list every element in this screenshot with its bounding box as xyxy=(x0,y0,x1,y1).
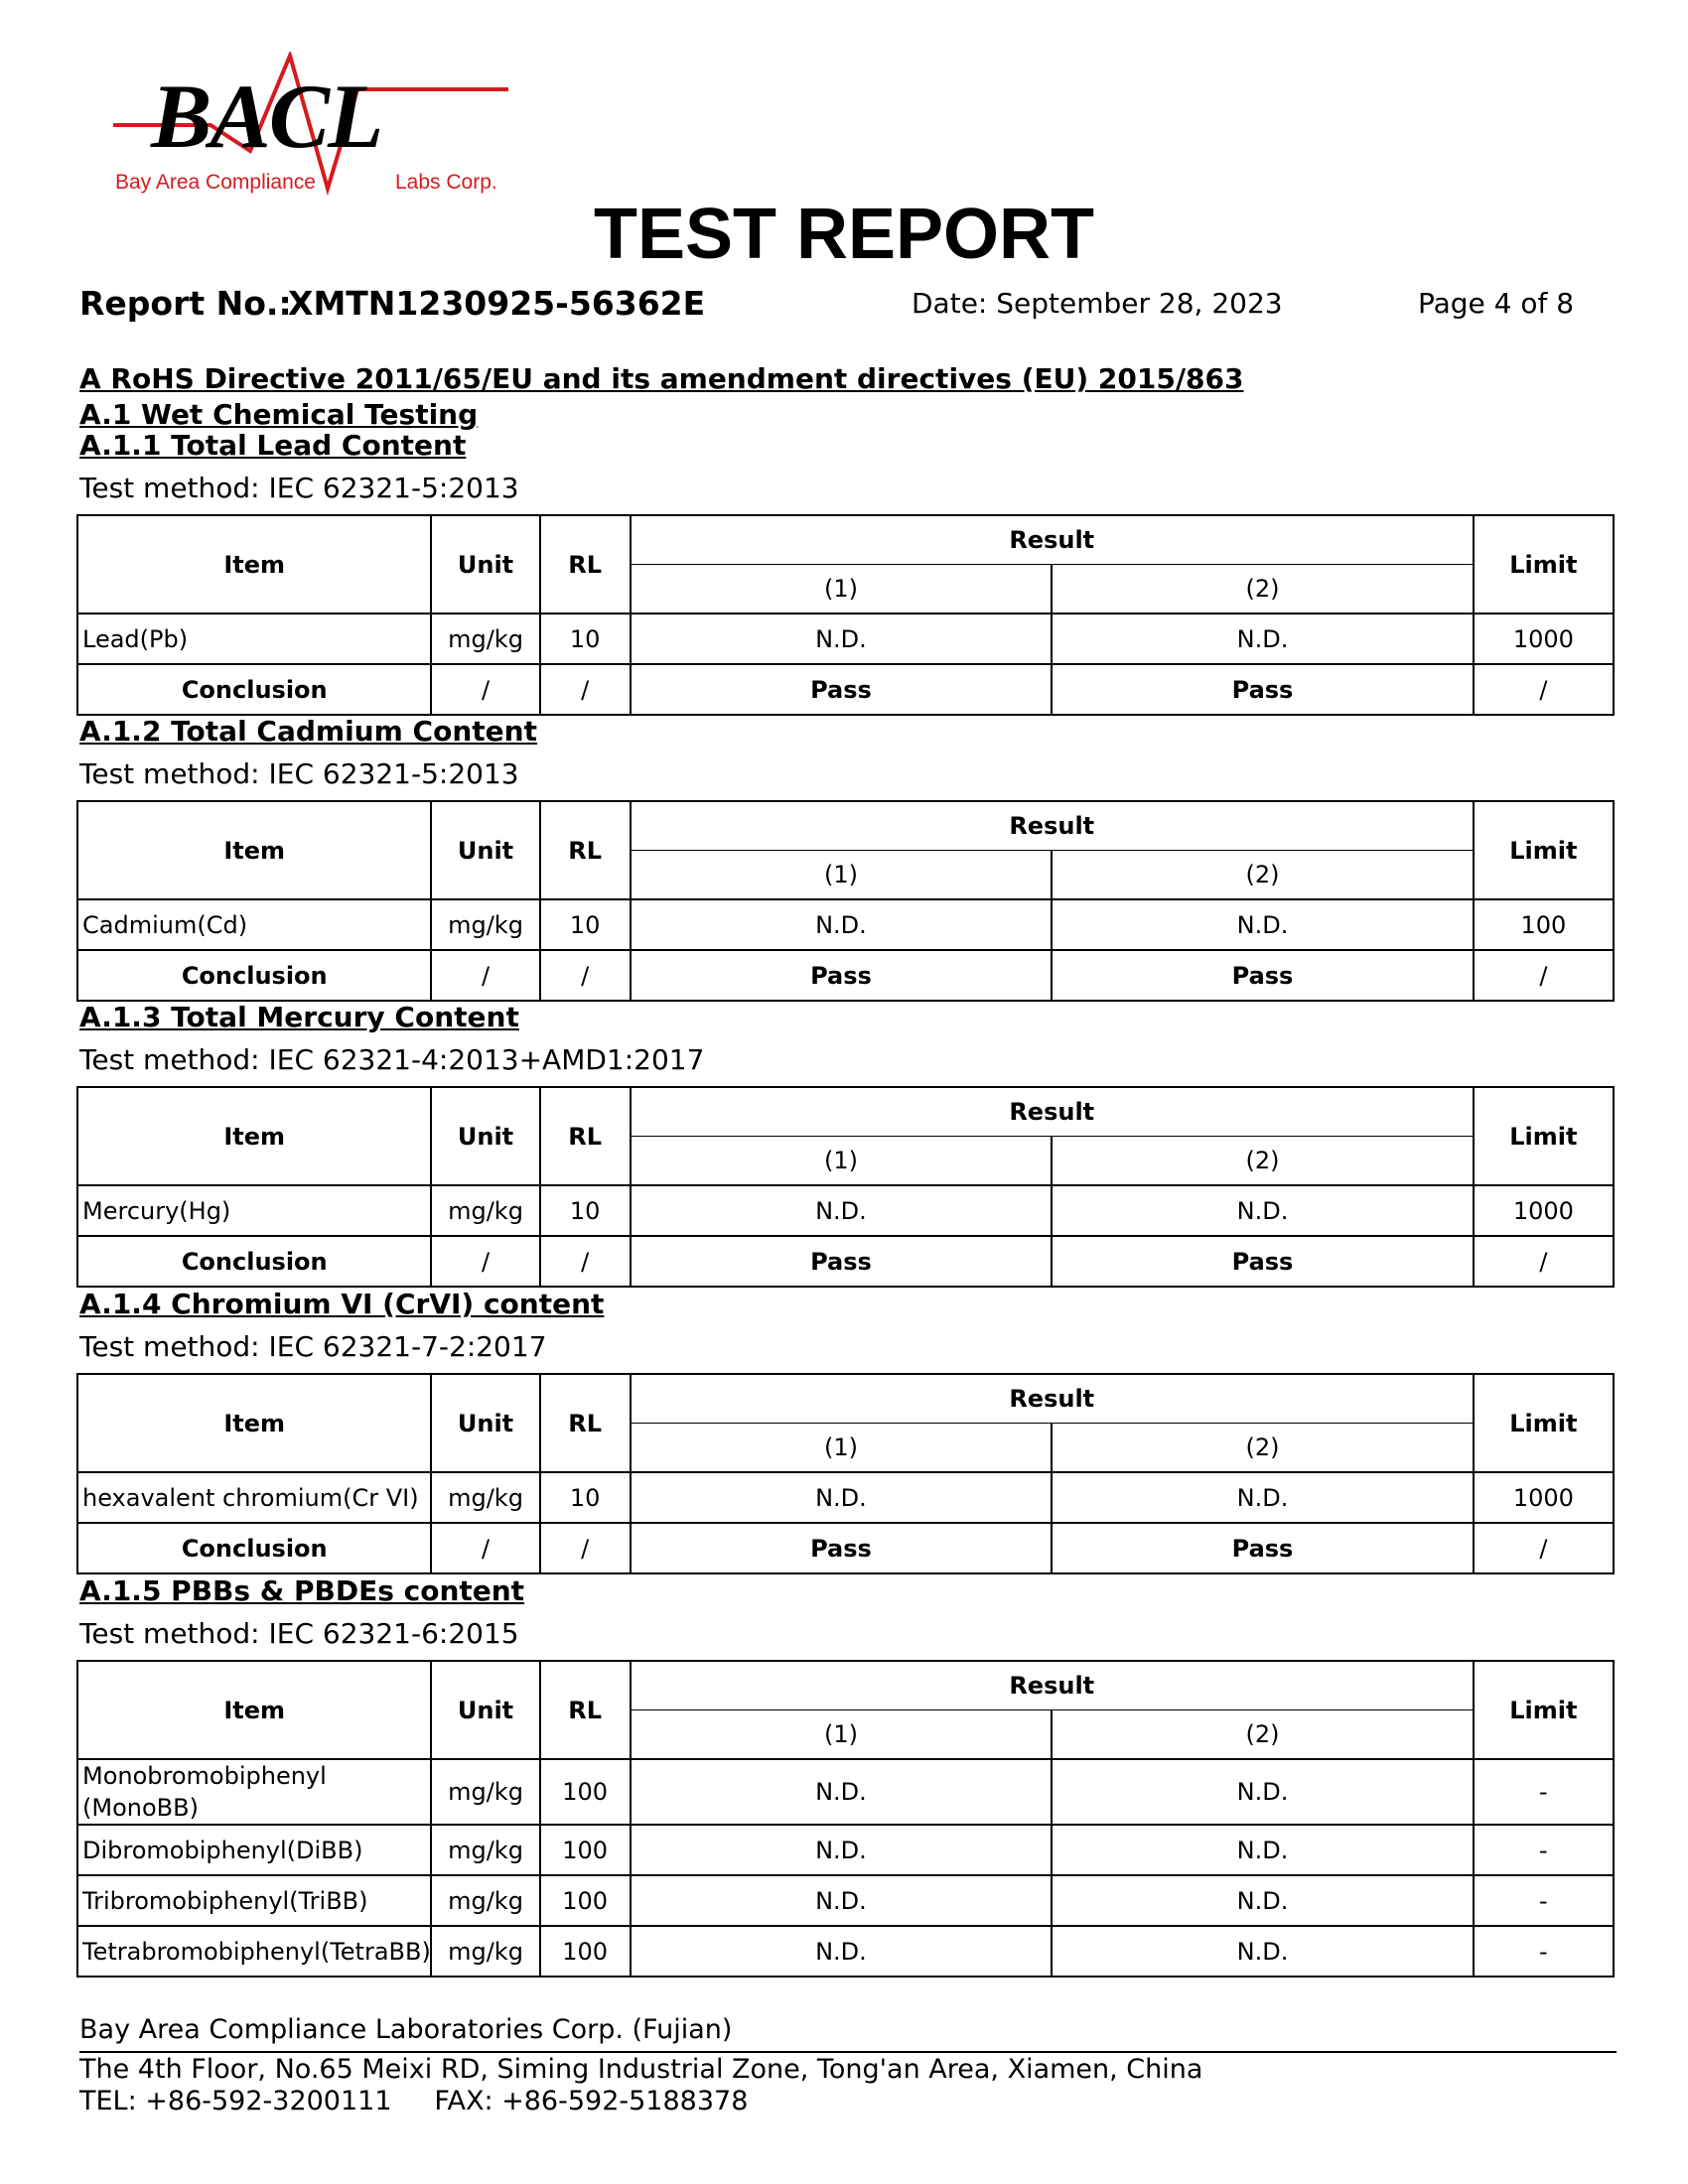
column-header-item: Item xyxy=(77,1374,431,1472)
subsection-heading: A.1.1 Total Lead Content xyxy=(79,429,467,462)
column-header-sample-1: (1) xyxy=(631,565,1053,614)
cell-result-2: N.D. xyxy=(1052,1825,1474,1875)
cell-limit: 1000 xyxy=(1474,1472,1614,1523)
footer-company: Bay Area Compliance Laboratories Corp. (Fujian) xyxy=(79,2014,733,2045)
cell-item: Monobromobiphenyl (MonoBB) xyxy=(77,1759,431,1825)
table-row xyxy=(77,614,1614,664)
cell-limit: 100 xyxy=(1474,899,1614,950)
cell-conclusion-unit: / xyxy=(431,1523,539,1573)
column-header-unit: Unit xyxy=(431,515,539,614)
conclusion-row xyxy=(77,950,1614,1001)
table-header-row xyxy=(77,801,1614,851)
bacl-logo xyxy=(111,52,518,210)
section-heading-wet-chemical: A.1 Wet Chemical Testing xyxy=(79,398,479,431)
cell-conclusion-result-2: Pass xyxy=(1052,664,1474,715)
cell-result-2: N.D. xyxy=(1052,1185,1474,1236)
column-header-unit: Unit xyxy=(431,1374,539,1472)
cell-unit: mg/kg xyxy=(431,1926,539,1977)
footer-address: The 4th Floor, No.65 Meixi RD, Siming Industrial Zone, Tong'an Area, Xiamen, China xyxy=(79,2054,1203,2085)
cell-rl: 10 xyxy=(540,1185,631,1236)
table-header-row xyxy=(77,1374,1614,1424)
table-row xyxy=(77,1185,1614,1236)
cell-conclusion-rl: / xyxy=(540,1236,631,1287)
cell-item: Cadmium(Cd) xyxy=(77,899,431,950)
page-title: TEST REPORT xyxy=(593,195,1095,274)
cell-result-2: N.D. xyxy=(1052,1875,1474,1926)
column-header-sample-1: (1) xyxy=(631,851,1053,900)
column-header-limit: Limit xyxy=(1474,801,1614,899)
column-header-rl: RL xyxy=(540,801,631,899)
conclusion-row xyxy=(77,1236,1614,1287)
cell-result-2: N.D. xyxy=(1052,1759,1474,1825)
cell-item: hexavalent chromium(Cr VI) xyxy=(77,1472,431,1523)
results-table xyxy=(76,1086,1615,1288)
subsection-heading: A.1.3 Total Mercury Content xyxy=(79,1001,519,1033)
table-row xyxy=(77,1472,1614,1523)
cell-conclusion-limit: / xyxy=(1474,950,1614,1001)
column-header-limit: Limit xyxy=(1474,1374,1614,1472)
cell-conclusion-result-2: Pass xyxy=(1052,1523,1474,1573)
cell-unit: mg/kg xyxy=(431,1875,539,1926)
cell-conclusion-rl: / xyxy=(540,950,631,1001)
table-row xyxy=(77,1926,1614,1977)
report-date: Date: September 28, 2023 xyxy=(912,287,1283,320)
cell-result-1: N.D. xyxy=(631,1825,1053,1875)
subsection-heading: A.1.2 Total Cadmium Content xyxy=(79,715,537,748)
footer-contact: TEL: +86-592-3200111 FAX: +86-592-5188378 xyxy=(79,2086,749,2116)
column-header-result: Result xyxy=(631,515,1474,565)
cell-conclusion-label: Conclusion xyxy=(77,950,431,1001)
test-method: Test method: IEC 62321-5:2013 xyxy=(79,472,519,504)
column-header-rl: RL xyxy=(540,515,631,614)
column-header-unit: Unit xyxy=(431,1087,539,1185)
cell-conclusion-result-1: Pass xyxy=(631,1236,1053,1287)
cell-limit: - xyxy=(1474,1825,1614,1875)
cell-result-1: N.D. xyxy=(631,1926,1053,1977)
cell-rl: 100 xyxy=(540,1926,631,1977)
cell-item: Tetrabromobiphenyl(TetraBB) xyxy=(77,1926,431,1977)
cell-conclusion-label: Conclusion xyxy=(77,664,431,715)
test-method: Test method: IEC 62321-5:2013 xyxy=(79,757,519,790)
cell-conclusion-result-1: Pass xyxy=(631,950,1053,1001)
column-header-sample-1: (1) xyxy=(631,1710,1053,1760)
cell-rl: 10 xyxy=(540,1472,631,1523)
page-number: Page 4 of 8 xyxy=(1418,287,1575,320)
cell-conclusion-unit: / xyxy=(431,1236,539,1287)
column-header-sample-2: (2) xyxy=(1052,1710,1474,1760)
cell-result-2: N.D. xyxy=(1052,1472,1474,1523)
table-row xyxy=(77,1875,1614,1926)
cell-unit: mg/kg xyxy=(431,1472,539,1523)
cell-conclusion-unit: / xyxy=(431,950,539,1001)
cell-limit: 1000 xyxy=(1474,1185,1614,1236)
cell-result-2: N.D. xyxy=(1052,899,1474,950)
cell-item: Lead(Pb) xyxy=(77,614,431,664)
table-row xyxy=(77,1759,1614,1825)
section-heading-rohs: A RoHS Directive 2011/65/EU and its amendment directives (EU) 2015/863 xyxy=(79,362,1244,395)
cell-conclusion-result-1: Pass xyxy=(631,664,1053,715)
report-number-label: Report No.: xyxy=(79,284,292,323)
column-header-rl: RL xyxy=(540,1661,631,1759)
cell-result-1: N.D. xyxy=(631,614,1053,664)
column-header-result: Result xyxy=(631,1661,1474,1710)
cell-item: Tribromobiphenyl(TriBB) xyxy=(77,1875,431,1926)
table-header-row xyxy=(77,1087,1614,1137)
column-header-item: Item xyxy=(77,515,431,614)
cell-item: Dibromobiphenyl(DiBB) xyxy=(77,1825,431,1875)
column-header-unit: Unit xyxy=(431,801,539,899)
cell-limit: 1000 xyxy=(1474,614,1614,664)
cell-result-1: N.D. xyxy=(631,1759,1053,1825)
table-row xyxy=(77,899,1614,950)
column-header-unit: Unit xyxy=(431,1661,539,1759)
cell-rl: 100 xyxy=(540,1825,631,1875)
cell-unit: mg/kg xyxy=(431,1759,539,1825)
test-method: Test method: IEC 62321-7-2:2017 xyxy=(79,1330,547,1363)
cell-result-1: N.D. xyxy=(631,1185,1053,1236)
subsection-heading: A.1.4 Chromium VI (CrVI) content xyxy=(79,1288,605,1320)
cell-result-2: N.D. xyxy=(1052,614,1474,664)
logo-tagline-right: Labs Corp. xyxy=(395,171,497,194)
cell-rl: 10 xyxy=(540,614,631,664)
column-header-item: Item xyxy=(77,801,431,899)
results-table xyxy=(76,800,1615,1002)
cell-limit: - xyxy=(1474,1759,1614,1825)
cell-limit: - xyxy=(1474,1926,1614,1977)
cell-result-1: N.D. xyxy=(631,899,1053,950)
cell-item: Mercury(Hg) xyxy=(77,1185,431,1236)
logo-tagline-left: Bay Area Compliance xyxy=(115,171,316,194)
report-number: XMTN1230925-56362E xyxy=(288,284,706,323)
cell-result-1: N.D. xyxy=(631,1875,1053,1926)
results-table xyxy=(76,514,1615,716)
cell-conclusion-rl: / xyxy=(540,664,631,715)
table-row xyxy=(77,1825,1614,1875)
cell-result-2: N.D. xyxy=(1052,1926,1474,1977)
cell-unit: mg/kg xyxy=(431,899,539,950)
cell-conclusion-limit: / xyxy=(1474,1236,1614,1287)
cell-conclusion-label: Conclusion xyxy=(77,1236,431,1287)
cell-unit: mg/kg xyxy=(431,1185,539,1236)
table-header-row xyxy=(77,1661,1614,1710)
cell-rl: 100 xyxy=(540,1875,631,1926)
column-header-result: Result xyxy=(631,801,1474,851)
results-table xyxy=(76,1373,1615,1574)
table-header-row xyxy=(77,515,1614,565)
column-header-rl: RL xyxy=(540,1374,631,1472)
cell-conclusion-label: Conclusion xyxy=(77,1523,431,1573)
subsection-heading: A.1.5 PBBs & PBDEs content xyxy=(79,1574,525,1607)
column-header-item: Item xyxy=(77,1661,431,1759)
column-header-sample-2: (2) xyxy=(1052,1137,1474,1186)
cell-unit: mg/kg xyxy=(431,1825,539,1875)
cell-conclusion-unit: / xyxy=(431,664,539,715)
cell-conclusion-result-2: Pass xyxy=(1052,1236,1474,1287)
cell-conclusion-result-2: Pass xyxy=(1052,950,1474,1001)
column-header-sample-1: (1) xyxy=(631,1424,1053,1473)
column-header-limit: Limit xyxy=(1474,1661,1614,1759)
cell-unit: mg/kg xyxy=(431,614,539,664)
cell-conclusion-result-1: Pass xyxy=(631,1523,1053,1573)
cell-result-1: N.D. xyxy=(631,1472,1053,1523)
column-header-item: Item xyxy=(77,1087,431,1185)
column-header-limit: Limit xyxy=(1474,1087,1614,1185)
logo-wordmark: BACL xyxy=(151,66,382,167)
column-header-sample-1: (1) xyxy=(631,1137,1053,1186)
results-table xyxy=(76,1660,1615,1978)
column-header-sample-2: (2) xyxy=(1052,851,1474,900)
cell-rl: 10 xyxy=(540,899,631,950)
column-header-limit: Limit xyxy=(1474,515,1614,614)
conclusion-row xyxy=(77,664,1614,715)
column-header-sample-2: (2) xyxy=(1052,565,1474,614)
cell-limit: - xyxy=(1474,1875,1614,1926)
cell-rl: 100 xyxy=(540,1759,631,1825)
conclusion-row xyxy=(77,1523,1614,1573)
test-method: Test method: IEC 62321-6:2015 xyxy=(79,1617,519,1650)
column-header-sample-2: (2) xyxy=(1052,1424,1474,1473)
column-header-result: Result xyxy=(631,1087,1474,1137)
cell-conclusion-limit: / xyxy=(1474,1523,1614,1573)
test-method: Test method: IEC 62321-4:2013+AMD1:2017 xyxy=(79,1043,705,1076)
cell-conclusion-rl: / xyxy=(540,1523,631,1573)
column-header-rl: RL xyxy=(540,1087,631,1185)
column-header-result: Result xyxy=(631,1374,1474,1424)
cell-conclusion-limit: / xyxy=(1474,664,1614,715)
